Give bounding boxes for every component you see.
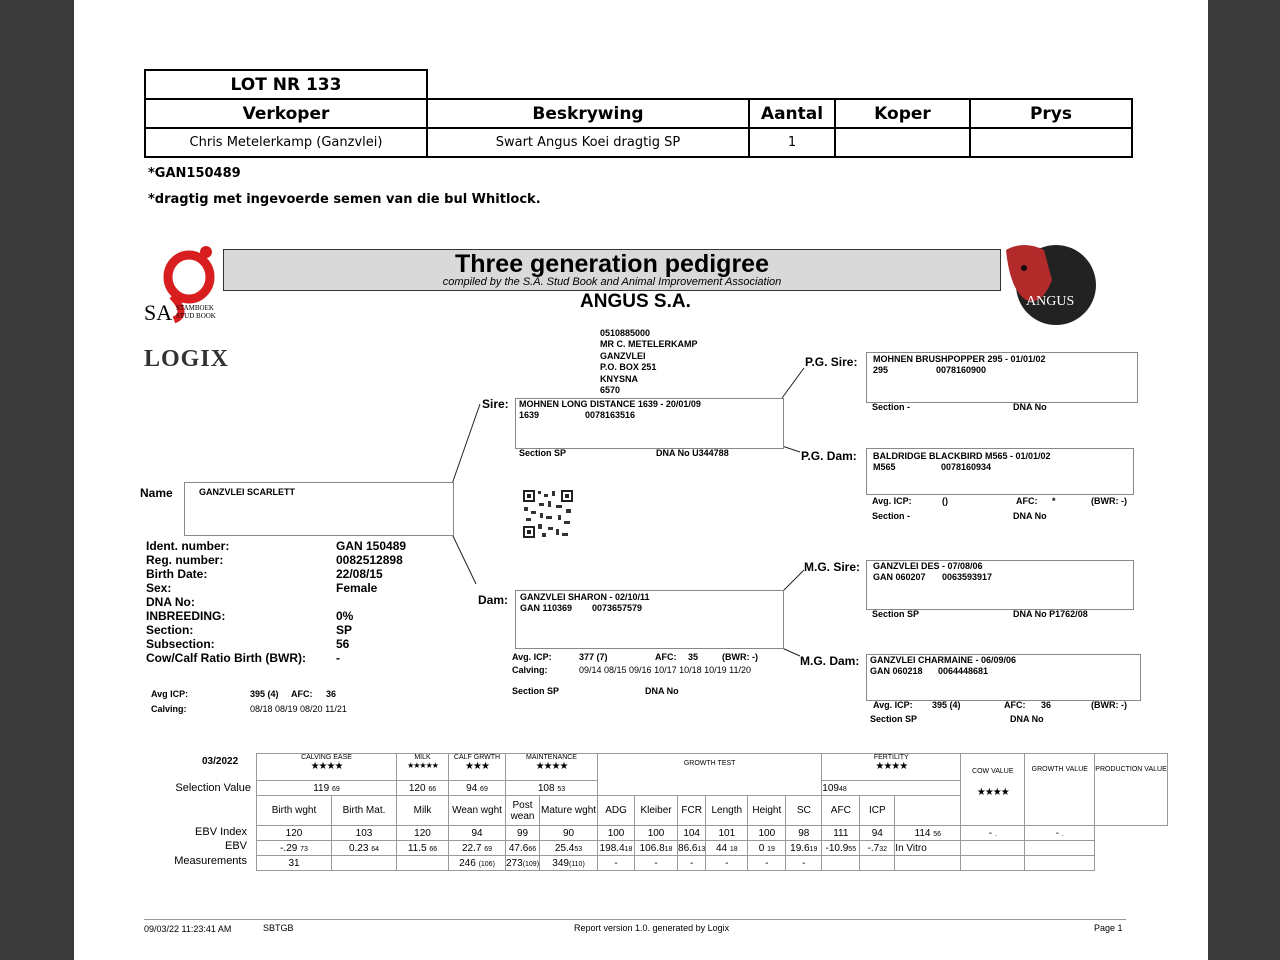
accuracy: 73: [300, 845, 308, 853]
selection-calving-ease: [257, 781, 397, 796]
meas-cell: [786, 856, 822, 871]
pg-sire-name: MOHNEN BRUSHPOPPER 295 - 01/01/02: [873, 354, 1046, 364]
group-production-value: PRODUCTION VALUE: [1095, 754, 1167, 826]
index-growth-value: [961, 826, 1025, 841]
accuracy: .: [1061, 830, 1064, 838]
meas-rank: (109): [522, 860, 540, 868]
index-cell: 94: [860, 826, 895, 841]
mg-dam-avg-icp: 395 (4): [932, 700, 961, 710]
group-calf-growth: [449, 754, 506, 781]
ebv-value: 25.4: [554, 842, 575, 854]
meas-cell: [257, 856, 332, 871]
group-label: MILK: [414, 754, 431, 761]
animal-name-box: [184, 482, 454, 536]
accuracy: 18: [624, 845, 633, 853]
sire-dna: DNA No U344788: [656, 448, 729, 458]
detail-ident: [146, 539, 407, 553]
pg-sire-reg: 0078160900: [936, 365, 987, 375]
lot-title: LOT NR 133: [230, 75, 342, 95]
col-wean-wght: Wean wght: [449, 796, 506, 826]
col-birth-wght: Birth wght: [257, 796, 332, 826]
selection-value: 94: [466, 782, 478, 794]
pg-dam-name: BALDRIDGE BLACKBIRD M565 - 01/01/02: [873, 451, 1051, 461]
ebv-cell: [706, 841, 748, 856]
ebv-cell: [257, 841, 332, 856]
star-rating: ★★★★: [535, 761, 568, 772]
ebv-value: 86.6: [678, 842, 698, 854]
cell-description: Swart Angus Koei dragtig SP: [427, 128, 749, 157]
col-afc: AFC: [822, 796, 860, 826]
index-cell: 90: [540, 826, 598, 841]
dam-afc-label: AFC:: [655, 652, 677, 662]
ebv-cell: [860, 841, 895, 856]
ebv-value: 11.5: [407, 842, 427, 854]
ebv-value: 0: [758, 842, 765, 854]
accuracy: 64: [371, 845, 380, 853]
meas-cell: [860, 856, 895, 871]
ebv-value-row: [257, 841, 1168, 856]
dam-calving: 09/14 08/15 09/16 10/17 10/18 10/19 11/20: [579, 665, 751, 675]
selection-milk: [397, 781, 449, 796]
dam-box: [515, 590, 784, 649]
detail-sex: [146, 581, 378, 595]
ebv-cell: [748, 841, 786, 856]
meas-empty: [895, 856, 961, 871]
accuracy: 56: [933, 830, 942, 838]
sire-reg: 0078163516: [585, 410, 636, 420]
meas-empty: [1025, 856, 1095, 871]
mg-dam-name: GANZVLEI CHARMAINE - 06/09/06: [870, 655, 1017, 665]
meas-value: 349: [552, 857, 569, 869]
mg-dam-section: Section SP: [870, 714, 918, 724]
dam-name: GANZVLEI SHARON - 02/10/11: [520, 592, 650, 602]
index-cell: 111: [822, 826, 860, 841]
detail-label: Cow/Calf Ratio Birth (BWR):: [146, 651, 306, 665]
animal-calving-label: Calving:: [151, 704, 187, 714]
note-id: *GAN150489: [148, 166, 241, 181]
mg-dam-id: GAN 060218: [870, 666, 923, 676]
ebv-growth-empty: [961, 841, 1025, 856]
accuracy: 48: [838, 785, 847, 793]
star-rating: ★★★: [465, 761, 489, 772]
detail-dna: [146, 595, 306, 609]
meas-cell: [540, 856, 598, 871]
pg-dam-reg: 0078160934: [941, 462, 992, 472]
pg-dam-avg-icp: (): [942, 496, 948, 506]
footer-timestamp: 09/03/22 11:23:41 AM: [144, 924, 232, 934]
meas-cell: [635, 856, 678, 871]
mg-dam-dna: DNA No: [1010, 714, 1044, 724]
index-cell: 120: [397, 826, 449, 841]
pg-sire-label: P.G. Sire:: [805, 355, 858, 369]
dam-reg: 0073657579: [592, 603, 643, 613]
index-cell: 100: [635, 826, 678, 841]
ebv-in-vitro: In Vitro: [895, 841, 961, 856]
selection-value: 108: [537, 782, 555, 794]
index-value: -: [988, 827, 993, 839]
col-fcr: FCR: [678, 796, 706, 826]
name-label: Name: [140, 486, 173, 500]
row-label-ebv: EBV: [224, 840, 247, 852]
col-post-wean: Post wean: [506, 796, 540, 826]
meas-cell: [397, 856, 449, 871]
group-label: CALF GRWTH: [453, 754, 501, 761]
meas-value: 246: [459, 857, 476, 869]
sa-logo-text: SA: [144, 300, 173, 325]
owner-phone: 0510885000: [600, 328, 651, 338]
animal-avg-icp-label: Avg ICP:: [151, 689, 189, 699]
col-kleiber: Kleiber: [635, 796, 678, 826]
meas-value: -: [765, 857, 769, 869]
ebv-value: -10.9: [825, 842, 849, 854]
dam-section: Section SP: [512, 686, 560, 696]
index-cell: 104: [678, 826, 706, 841]
header-description: Beskrywing: [427, 99, 749, 128]
angus-logo-text: ANGUS: [1026, 294, 1075, 309]
owner-box: P.O. BOX 251: [600, 362, 657, 373]
index-value: -: [1055, 827, 1060, 839]
detail-subsection: [146, 637, 350, 651]
group-maintenance: [506, 754, 598, 781]
accuracy: 66: [528, 845, 537, 853]
animal-avg-icp: 395 (4): [250, 689, 279, 699]
col-adg: ADG: [598, 796, 635, 826]
col-icp: ICP: [860, 796, 895, 826]
detail-section: [146, 623, 353, 637]
index-cell: 120: [257, 826, 332, 841]
owner-code: 6570: [600, 385, 621, 396]
pg-dam-id: M565: [873, 462, 896, 472]
meas-value: 31: [288, 857, 300, 869]
meas-cell: [822, 856, 860, 871]
accuracy: 55: [848, 845, 857, 853]
index-value: 114: [914, 827, 931, 839]
ebv-table: [256, 753, 1168, 871]
group-fertility: [822, 754, 961, 781]
meas-value: -: [614, 857, 618, 869]
mg-dam-afc-label: AFC:: [1004, 700, 1026, 710]
detail-label: Reg. number:: [146, 553, 224, 567]
group-label: CALVING EASE: [301, 754, 352, 761]
detail-value: 0%: [336, 609, 354, 623]
group-growth-value: GROWTH VALUE: [1025, 754, 1095, 826]
pg-dam-avg-icp-label: Avg. ICP:: [872, 496, 912, 506]
detail-bwr: [146, 651, 340, 665]
ebv-cell: [822, 841, 860, 856]
detail-label: Ident. number:: [146, 539, 230, 553]
meas-value: -: [654, 857, 658, 869]
sire-label: Sire:: [482, 397, 509, 411]
accuracy: 19: [809, 845, 818, 853]
index-cell: 98: [786, 826, 822, 841]
footer-report: Report version 1.0. generated by Logix: [574, 923, 730, 933]
group-calving-ease: [257, 754, 397, 781]
star-rating: ★★★★: [310, 761, 343, 772]
mg-sire-section: Section SP: [872, 609, 920, 619]
sire-section: Section SP: [519, 448, 567, 458]
ebv-value: 19.6: [790, 842, 810, 854]
detail-value: 22/08/15: [336, 567, 383, 581]
mg-dam-box: [866, 654, 1141, 701]
document-page: [74, 0, 1208, 960]
ebv-value: 106.8: [639, 842, 665, 854]
detail-label: Subsection:: [146, 637, 215, 651]
logix-text: LOGIX: [144, 346, 230, 372]
footer-rule: [144, 919, 1126, 920]
ebv-cell: [332, 841, 397, 856]
meas-cell: [748, 856, 786, 871]
accuracy: 53: [557, 785, 566, 793]
mg-sire-id: GAN 060207: [873, 572, 926, 582]
meas-cell: [506, 856, 540, 871]
qr-code: [522, 489, 574, 539]
animal-afc: 36: [326, 689, 337, 699]
detail-label: DNA No:: [146, 595, 195, 609]
ebv-cell: [598, 841, 635, 856]
index-cell: 101: [706, 826, 748, 841]
detail-value: Female: [336, 581, 378, 595]
meas-rank: (110): [568, 860, 585, 868]
ebv-value: -.29: [280, 842, 298, 854]
ebv-cell: [397, 841, 449, 856]
group-label: MAINTENANCE: [526, 754, 577, 761]
star-rating: ★★★★: [875, 761, 908, 772]
detail-reg: [146, 553, 403, 567]
detail-inbreeding: [146, 609, 354, 623]
col-length: Length: [706, 796, 748, 826]
accuracy: 53: [574, 845, 583, 853]
detail-birth: [146, 567, 383, 581]
ebv-value: 0.23: [348, 842, 369, 854]
accuracy: 13: [697, 845, 706, 853]
dam-bwr: (BWR: -): [722, 652, 758, 662]
ebv-cell: [786, 841, 822, 856]
dam-label: Dam:: [478, 593, 509, 607]
ebv-production-empty: [1025, 841, 1095, 856]
detail-label: INBREEDING:: [146, 609, 226, 623]
group-label: COW VALUE: [972, 768, 1014, 775]
index-cow-value: [895, 826, 961, 841]
ebv-cell: [635, 841, 678, 856]
footer-code: SBTGB: [263, 923, 294, 933]
meas-cell: [706, 856, 748, 871]
mg-dam-avg-icp-label: Avg. ICP:: [873, 700, 913, 710]
sa-logo-small: STAMBOEK STUD BOOK: [176, 304, 216, 320]
mg-dam-afc: 36: [1041, 700, 1052, 710]
detail-value: 0082512898: [336, 553, 403, 567]
mg-sire-dna: DNA No P1762/08: [1013, 609, 1088, 619]
star-rating: ★★★★: [976, 787, 1009, 798]
dam-avg-icp-label: Avg. ICP:: [512, 652, 552, 662]
header-buyer: Koper: [835, 99, 970, 128]
group-growth-test: GROWTH TEST: [598, 754, 822, 796]
accuracy: 66: [429, 845, 438, 853]
pg-dam-bwr: (BWR: -): [1091, 496, 1127, 506]
header-seller: Verkoper: [145, 99, 427, 128]
col-height: Height: [748, 796, 786, 826]
ebv-value: 47.6: [508, 842, 529, 854]
dam-calving-label: Calving:: [512, 665, 548, 675]
detail-value: GAN 150489: [336, 539, 407, 553]
detail-label: Birth Date:: [146, 567, 208, 581]
animal-name: GANZVLEI SCARLETT: [199, 487, 295, 497]
page-subtitle: compiled by the S.A. Stud Book and Animal Improvement Association: [442, 276, 782, 288]
ebv-cell: [678, 841, 706, 856]
accuracy: 18: [729, 845, 738, 853]
cell-seller: Chris Metelerkamp (Ganzvlei): [145, 128, 427, 157]
mg-dam-label: M.G. Dam:: [800, 654, 860, 668]
index-cell: 99: [506, 826, 540, 841]
col-mature-wght: Mature wght: [540, 796, 598, 826]
ebv-value: 22.7: [461, 842, 482, 854]
accuracy: 69: [484, 845, 493, 853]
meas-value: 273: [506, 857, 523, 869]
mg-sire-name: GANZVLEI DES - 07/08/06: [873, 561, 983, 571]
row-label-index: EBV Index: [195, 826, 247, 838]
sire-id: 1639: [519, 410, 540, 420]
pg-sire-dna: DNA No: [1013, 402, 1047, 412]
pg-dam-afc-label: AFC:: [1016, 496, 1038, 506]
group-label: FERTILITY: [873, 754, 909, 761]
page-title: Three generation pedigree: [455, 250, 769, 278]
col-birth-mat: Birth Mat.: [332, 796, 397, 826]
selection-calf-growth: [449, 781, 506, 796]
measurements-row: [257, 856, 1168, 871]
index-cell: 103: [332, 826, 397, 841]
pg-sire-section: Section -: [872, 402, 911, 412]
detail-value: SP: [336, 623, 353, 637]
mg-sire-label: M.G. Sire:: [804, 560, 861, 574]
accuracy: 66: [428, 785, 437, 793]
accuracy: 69: [480, 785, 488, 793]
ebv-cell: [540, 841, 598, 856]
accuracy: 32: [879, 845, 888, 853]
group-cow-value: [961, 754, 1025, 826]
detail-value: -: [336, 651, 340, 665]
dam-dna: DNA No: [645, 686, 679, 696]
meas-empty: [961, 856, 1025, 871]
ebv-index-row: [257, 826, 1168, 841]
detail-value: 56: [336, 637, 350, 651]
accuracy: 69: [331, 785, 340, 793]
cell-quantity: 1: [749, 128, 835, 157]
pg-dam-dna: DNA No: [1013, 511, 1047, 521]
meas-rank: (106): [478, 860, 495, 868]
meas-value: -: [725, 857, 729, 869]
header-quantity: Aantal: [749, 99, 835, 128]
accuracy: 19: [767, 845, 775, 853]
ebv-cell: [449, 841, 506, 856]
ebv-value: 198.4: [599, 842, 625, 854]
animal-calving: 08/18 08/19 08/20 11/21: [250, 704, 347, 714]
pg-dam-label: P.G. Dam:: [801, 449, 857, 463]
meas-value: -: [802, 857, 806, 869]
ebv-value: 44: [715, 842, 728, 854]
ebv-date: 03/2022: [202, 756, 239, 767]
detail-label: Sex:: [146, 581, 172, 595]
dam-id: GAN 110369: [520, 603, 573, 613]
meas-cell: [598, 856, 635, 871]
meas-cell: [678, 856, 706, 871]
col-milk: Milk: [397, 796, 449, 826]
ebv-value: -.7: [867, 842, 880, 854]
accuracy: .: [994, 830, 997, 838]
animal-afc-label: AFC:: [291, 689, 313, 699]
row-label-measurements: Measurements: [174, 855, 247, 867]
footer-page: Page 1: [1094, 923, 1123, 933]
pg-sire-id: 295: [873, 365, 889, 375]
detail-label: Section:: [146, 623, 194, 637]
dam-avg-icp: 377 (7): [579, 652, 608, 662]
meas-cell: [332, 856, 397, 871]
meas-value: -: [689, 857, 694, 869]
header-price: Prys: [970, 99, 1132, 128]
meas-cell: [449, 856, 506, 871]
selection-fertility: [822, 781, 961, 796]
ebv-cell: [506, 841, 540, 856]
sire-name: MOHNEN LONG DISTANCE 1639 - 20/01/09: [519, 399, 701, 409]
owner-name: MR C. METELERKAMP: [600, 339, 698, 350]
index-production-value: [1025, 826, 1095, 841]
accuracy: 18: [664, 845, 673, 853]
selection-value: 109: [822, 782, 839, 794]
pg-dam-section: Section -: [872, 511, 911, 521]
index-cell: 100: [748, 826, 786, 841]
star-rating: ★★★★★: [407, 761, 438, 770]
index-cell: 100: [598, 826, 635, 841]
pg-dam-box: [866, 448, 1134, 495]
pg-dam-afc: *: [1052, 496, 1056, 506]
owner-town: KNYSNA: [600, 373, 639, 384]
selection-value: 119: [313, 782, 330, 794]
row-label-selection: Selection Value: [175, 782, 251, 794]
sire-box: [515, 398, 784, 449]
owner-farm: GANZVLEI: [600, 350, 646, 361]
mg-sire-box: [866, 560, 1134, 610]
mg-sire-reg: 0063593917: [942, 572, 993, 582]
pg-sire-box: [866, 352, 1138, 403]
mg-dam-reg: 0064448681: [938, 666, 989, 676]
index-cell: 94: [449, 826, 506, 841]
col-sc: SC: [786, 796, 822, 826]
breed-title: ANGUS S.A.: [580, 291, 691, 312]
selection-maintenance: [506, 781, 598, 796]
note-pregnant: *dragtig met ingevoerde semen van die bul Whitlock.: [148, 192, 541, 207]
dam-afc: 35: [688, 652, 699, 662]
mg-dam-bwr: (BWR: -): [1091, 700, 1127, 710]
animal-details: [146, 539, 407, 665]
selection-value: 120: [408, 782, 426, 794]
group-milk: [397, 754, 449, 781]
